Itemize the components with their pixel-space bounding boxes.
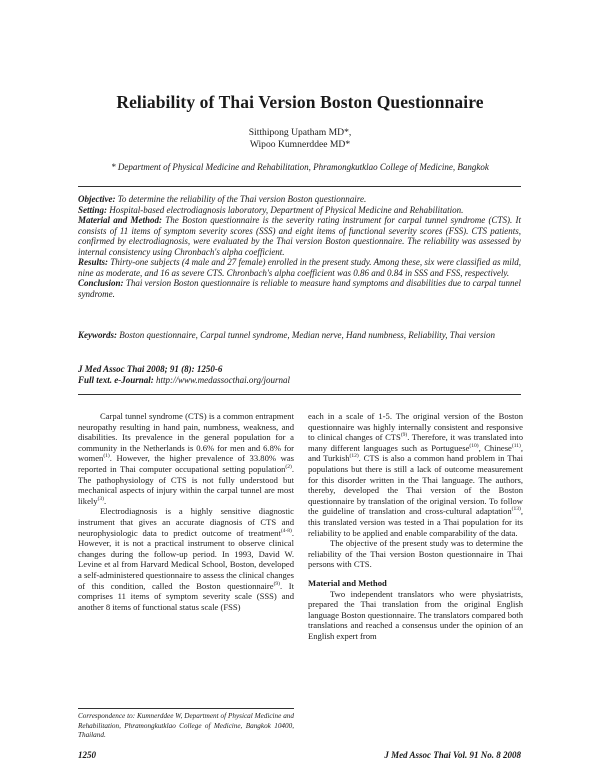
objective-text: To determine the reliability of the Thai version Boston questionnaire. — [115, 194, 367, 204]
paragraph: Electrodiagnosis is a highly sensitive diagnostic instrument that gives an accurate diagnosis of CTS and neurophysiologic data to predict outcome of treatment$^{(4-8)}$. However, it is not a practical instrument to observe clinical changes during the follow-up period. In 1993, David W. Levine et al from Harvard Medical School, Boston, developed a self-administered questionnaire to assess the clinical changes of this condition, called the Boston questionnaire$^{(9)}$. It comprises 11 items of symptom severity scale (SSS) and another 8 items of functional status scale (FSS) — [78, 506, 294, 612]
correspondence-footnote: Correspondence to: Kumnerddee W, Department of Physical Medicine and Rehabilitation, Phramongkutklao College of Medicine, Bangkok 10400, Thailand. — [78, 712, 294, 740]
fulltext-label: Full text. e-Journal: — [78, 374, 154, 385]
reference-marker: (2) — [285, 464, 292, 471]
page-number: 1250 — [78, 750, 96, 760]
conclusion-text: Thai version Boston questionnaire is reliable to measure hand symptoms and disabilities due to carpal tunnel syndrome. — [78, 278, 521, 299]
paragraph: each in a scale of 1-5. The original version of the Boston questionnaire was highly internally consistent and responsive to clinical changes of CTS$^{(9)}$. Therefore, it was translated into many different languages such as Portuguese$^{(10)}$, Chinese$^{(11)}$, and Turkish$^{(12)}$. CTS is also a common hand problem in Thai populations but there is still a lack of outcome measurement for this disorder written in the Thai language. The authors, thereby, developed the Thai version of the Boston questionnaire by translation of the original version. To follow the guideline of translation and cross-cultural adaptation$^{(13)}$, this translated version was tested in a Thai population for its reliability to be applied and enable comparability of the data. — [308, 411, 524, 538]
citation — [78, 364, 521, 385]
abstract-top-rule — [78, 186, 521, 187]
affiliation: * Department of Physical Medicine and Rehabilitation, Phramongkutklao College of Medicine, Bangkok — [111, 162, 489, 172]
abstract — [78, 194, 521, 299]
paragraph: The objective of the present study was to determine the reliability of the Thai version Boston questionnaire in Thai persons with CTS. — [308, 538, 523, 570]
section-heading: Material and Method — [308, 577, 387, 588]
paragraph: Carpal tunnel syndrome (CTS) is a common entrapment neuropathy resulting in hand pain, numbness, weakness, and disabilities. Its prevalence in the general population for a community in the Netherlands is 0.6% for men and 6.8% for women$^{(1)}$. However, the higher prevalence of 33.80% was reported in Thai computer occupational setting population$^{(2)}$. The pathophysiology of CTS is not fully understood but mechanical aspects of injury within the carpal tunnel are most likely$^{(3)}$. — [78, 411, 294, 506]
methods-text: The Boston questionnaire is the severity rating instrument for carpal tunnel syndrome (CTS). It consists of 11 items of symptom severity scores (SSS) and eight items of functional severity scores (FSS). CTS patients, confirmed by electrodiagnosis, were evaluated by the Thai version Boston questionnaire. The reliability was assessed by internal consistency using Chronbach's alpha coefficient. — [78, 215, 521, 257]
results-label: Results: — [78, 257, 109, 267]
body-column-left — [78, 411, 294, 612]
results-text: Thirty-one subjects (4 male and 27 female) enrolled in the present study. Among these, six were classified as mild, nine as moderate, and 16 as severe CTS. Chronbach's alpha coefficient was 0.86 and 0.84 in SSS and FSS, respectively. — [78, 257, 521, 278]
paragraph: Two independent translators who were physiatrists, prepared the Thai translation from the original English language Boston questionnaire. The translators compared both translations and reached a consensus under the opinion of an English expert from — [308, 588, 523, 641]
author-2: Wipoo Kumnerddee MD* — [249, 139, 351, 150]
abstract-bottom-rule — [78, 394, 521, 395]
reference-marker: (3) — [97, 495, 104, 502]
keywords-text: Boston questionnaire, Carpal tunnel syndrome, Median nerve, Hand numbness, Reliability, Thai version — [117, 330, 496, 340]
fulltext-url-link[interactable]: http://www.medassocthai.org/journal — [153, 374, 291, 385]
setting-label: Setting: — [78, 204, 108, 215]
reference-marker: (10) — [469, 442, 479, 449]
keywords-label: Keywords: — [78, 330, 117, 340]
reference-marker: (11) — [511, 442, 521, 449]
conclusion-label: Conclusion: — [78, 278, 124, 288]
reference-marker: (13) — [511, 506, 521, 513]
article-title: Reliability of Thai Version Boston Questionnaire — [116, 92, 484, 112]
footnote-rule — [78, 708, 294, 709]
reference-marker: (12) — [349, 453, 359, 460]
reference-marker: (9) — [400, 432, 408, 439]
objective-label: Objective: — [78, 194, 116, 204]
keywords — [78, 330, 521, 341]
reference-marker: (1) — [103, 453, 110, 460]
body-column-right — [308, 411, 523, 641]
setting-text: Hospital-based electrodiagnosis laboratory, Department of Physical Medicine and Rehabilitation. — [107, 204, 464, 215]
reference-marker: (9) — [273, 580, 280, 587]
journal-reference: J Med Assoc Thai 2008; 91 (8): 1250-6 — [78, 364, 223, 374]
methods-label: Material and Method: — [78, 215, 162, 225]
author-1: Sitthipong Upatham MD*, — [248, 127, 352, 138]
reference-marker: (4-8) — [280, 527, 292, 534]
journal-issue: J Med Assoc Thai Vol. 91 No. 8 2008 — [384, 750, 521, 760]
